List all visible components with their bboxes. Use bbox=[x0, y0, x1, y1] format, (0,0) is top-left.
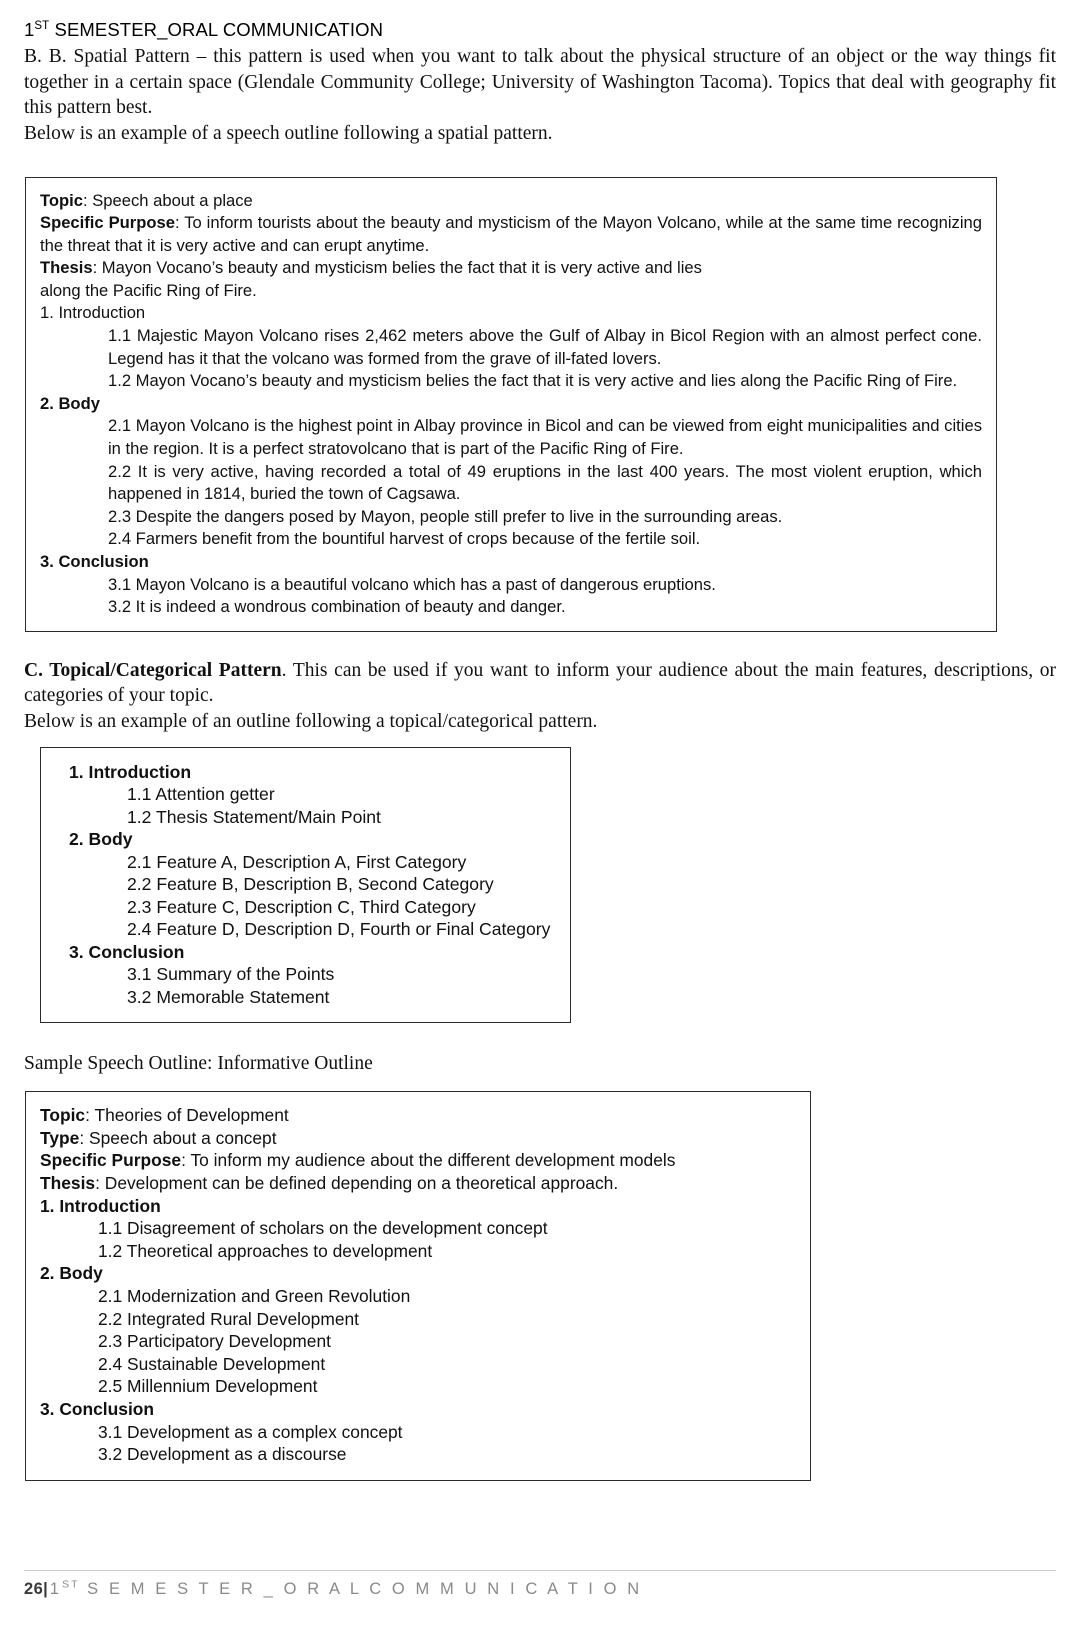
topical-conclusion-heading: 3. Conclusion bbox=[69, 941, 185, 962]
informative-topic-value: : Theories of Development bbox=[85, 1105, 289, 1126]
spatial-intro-heading: 1. Introduction bbox=[40, 303, 146, 323]
spatial-conclusion-heading: 3. Conclusion bbox=[40, 552, 149, 571]
topical-intro-heading: 1. Introduction bbox=[69, 761, 192, 782]
spatial-topic-value: : Speech about a place bbox=[83, 190, 253, 210]
informative-type-value: : Speech about a concept bbox=[79, 1127, 277, 1148]
topical-item-2-2: 2.2 Feature B, Description B, Second Category bbox=[127, 874, 494, 895]
informative-item-3-1: 3.1 Development as a complex concept bbox=[98, 1421, 403, 1442]
spatial-thesis-line bbox=[40, 257, 982, 280]
footer-divider bbox=[24, 1570, 1056, 1571]
informative-item-2-1: 2.1 Modernization and Green Revolution bbox=[98, 1286, 411, 1307]
informative-body-heading: 2. Body bbox=[40, 1263, 103, 1284]
footer-separator: | bbox=[43, 1580, 50, 1598]
page-footer bbox=[24, 1570, 1056, 1599]
informative-item-2-3: 2.3 Participatory Development bbox=[98, 1331, 331, 1352]
spatial-purpose-line bbox=[40, 212, 982, 257]
running-head-prefix: 1 bbox=[24, 19, 35, 40]
spatial-thesis-label: Thesis bbox=[40, 258, 93, 278]
spatial-thesis-value: : Mayon Vocano’s beauty and mysticism belies the fact that it is very active and lies bbox=[92, 258, 702, 278]
topical-item-2-1: 2.1 Feature A, Description A, First Category bbox=[127, 851, 467, 872]
spatial-body-heading: 2. Body bbox=[40, 393, 100, 413]
informative-item-1-2: 1.2 Theoretical approaches to development bbox=[98, 1240, 433, 1261]
topical-body-heading: 2. Body bbox=[69, 829, 133, 850]
topical-example-lead: Below is an example of an outline following a topical/categorical pattern. bbox=[24, 710, 598, 732]
topical-outline-box bbox=[40, 747, 571, 1024]
spatial-item-2-3: 2.3 Despite the dangers posed by Mayon, people still prefer to live in the surrounding areas. bbox=[108, 506, 783, 526]
footer-label-superscript: ST bbox=[62, 1578, 80, 1591]
footer-label-prefix: 1 bbox=[49, 1580, 63, 1598]
spatial-item-1-2: 1.2 Mayon Vocano’s beauty and mysticism belies the fact that it is very active and lies along the Pacific Ring of Fire. bbox=[108, 371, 958, 391]
running-head-rest: SEMESTER_ORAL COMMUNICATION bbox=[49, 19, 384, 40]
informative-type-label: Type bbox=[40, 1127, 80, 1148]
topical-item-3-2: 3.2 Memorable Statement bbox=[127, 986, 330, 1007]
footer-text bbox=[24, 1580, 1056, 1599]
footer-page-number: 26 bbox=[24, 1580, 44, 1598]
informative-type-line bbox=[40, 1127, 796, 1150]
spatial-thesis-line-2: along the Pacific Ring of Fire. bbox=[40, 280, 257, 300]
spatial-item-2-4: 2.4 Farmers benefit from the bountiful harvest of crops because of the fertile soil. bbox=[108, 529, 701, 549]
informative-item-3-2: 3.2 Development as a discourse bbox=[98, 1444, 347, 1465]
footer-label-rest: S E M E S T E R _ O R A L C O M M U N I C A T I O N bbox=[79, 1580, 643, 1598]
informative-thesis-line bbox=[40, 1172, 796, 1195]
informative-intro-heading: 1. Introduction bbox=[40, 1195, 161, 1216]
spatial-item-2-1: 2.1 Mayon Volcano is the highest point in Albay province in Bicol and can be viewed from eight municipalities and cities in the region. It is a perfect stratovolcano that is part of the Pacific Ring of Fire. bbox=[108, 416, 982, 459]
topical-item-3-1: 3.1 Summary of the Points bbox=[127, 964, 335, 985]
informative-purpose-label: Specific Purpose bbox=[40, 1150, 182, 1171]
spatial-purpose-value: : To inform tourists about the beauty and mysticism of the Mayon Volcano, while at the same time recognizing the threat that it is very active and can erupt anytime. bbox=[40, 213, 982, 255]
informative-purpose-value: : To inform my audience about the different development models bbox=[181, 1150, 676, 1171]
spatial-item-3-2: 3.2 It is indeed a wondrous combination of beauty and danger. bbox=[108, 597, 566, 617]
topical-item-1-2: 1.2 Thesis Statement/Main Point bbox=[127, 806, 381, 827]
informative-thesis-value: : Development can be defined depending on a theoretical approach. bbox=[95, 1173, 619, 1194]
topical-pattern-text: . This can be used if you want to inform your audience about the main features, descriptions, or categories of your topic. bbox=[24, 659, 1056, 707]
topical-item-2-4: 2.4 Feature D, Description D, Fourth or Final Category bbox=[127, 919, 551, 940]
spatial-topic-label: Topic bbox=[40, 190, 84, 210]
topical-item-1-1: 1.1 Attention getter bbox=[127, 784, 275, 805]
informative-item-2-2: 2.2 Integrated Rural Development bbox=[98, 1308, 360, 1329]
running-head bbox=[24, 18, 1056, 42]
spatial-pattern-paragraph: B. B. Spatial Pattern – this pattern is used when you want to talk about the physical structure of an object or the way things fit together in a certain space (Glendale Community College; University of Washington Tacoma). Topics that deal with geography fit this pattern best. bbox=[24, 46, 1056, 118]
informative-thesis-label: Thesis bbox=[40, 1173, 96, 1194]
spatial-outline-box bbox=[25, 177, 997, 632]
spatial-topic-line bbox=[40, 190, 982, 213]
informative-conclusion-heading: 3. Conclusion bbox=[40, 1399, 155, 1419]
spatial-purpose-label: Specific Purpose bbox=[40, 213, 175, 233]
informative-topic-line bbox=[40, 1104, 796, 1127]
topical-pattern-paragraph bbox=[24, 658, 1056, 709]
spatial-item-2-2: 2.2 It is very active, having recorded a total of 49 eruptions in the last 400 years. The most violent eruption, which happened in 1814, buried the town of Cagsawa. bbox=[108, 461, 982, 504]
topical-pattern-heading: C. Topical/Categorical Pattern bbox=[24, 659, 282, 681]
running-head-superscript: ST bbox=[34, 19, 50, 32]
spatial-item-3-1: 3.1 Mayon Volcano is a beautiful volcano which has a past of dangerous eruptions. bbox=[108, 574, 716, 594]
sample-outline-caption: Sample Speech Outline: Informative Outline bbox=[24, 1053, 373, 1075]
informative-item-1-1: 1.1 Disagreement of scholars on the development concept bbox=[98, 1218, 548, 1239]
informative-outline-box bbox=[25, 1091, 811, 1481]
informative-item-2-5: 2.5 Millennium Development bbox=[98, 1376, 318, 1397]
informative-purpose-line bbox=[40, 1149, 796, 1172]
spatial-example-lead: Below is an example of a speech outline following a spatial pattern. bbox=[24, 122, 553, 144]
informative-item-2-4: 2.4 Sustainable Development bbox=[98, 1353, 326, 1374]
spatial-item-1-1: 1.1 Majestic Mayon Volcano rises 2,462 meters above the Gulf of Albay in Bicol Region with an almost perfect cone. Legend has it that the volcano was formed from the grave of ill-fated lovers. bbox=[108, 326, 982, 368]
topical-item-2-3: 2.3 Feature C, Description C, Third Category bbox=[127, 896, 476, 917]
informative-topic-label: Topic bbox=[40, 1105, 86, 1126]
